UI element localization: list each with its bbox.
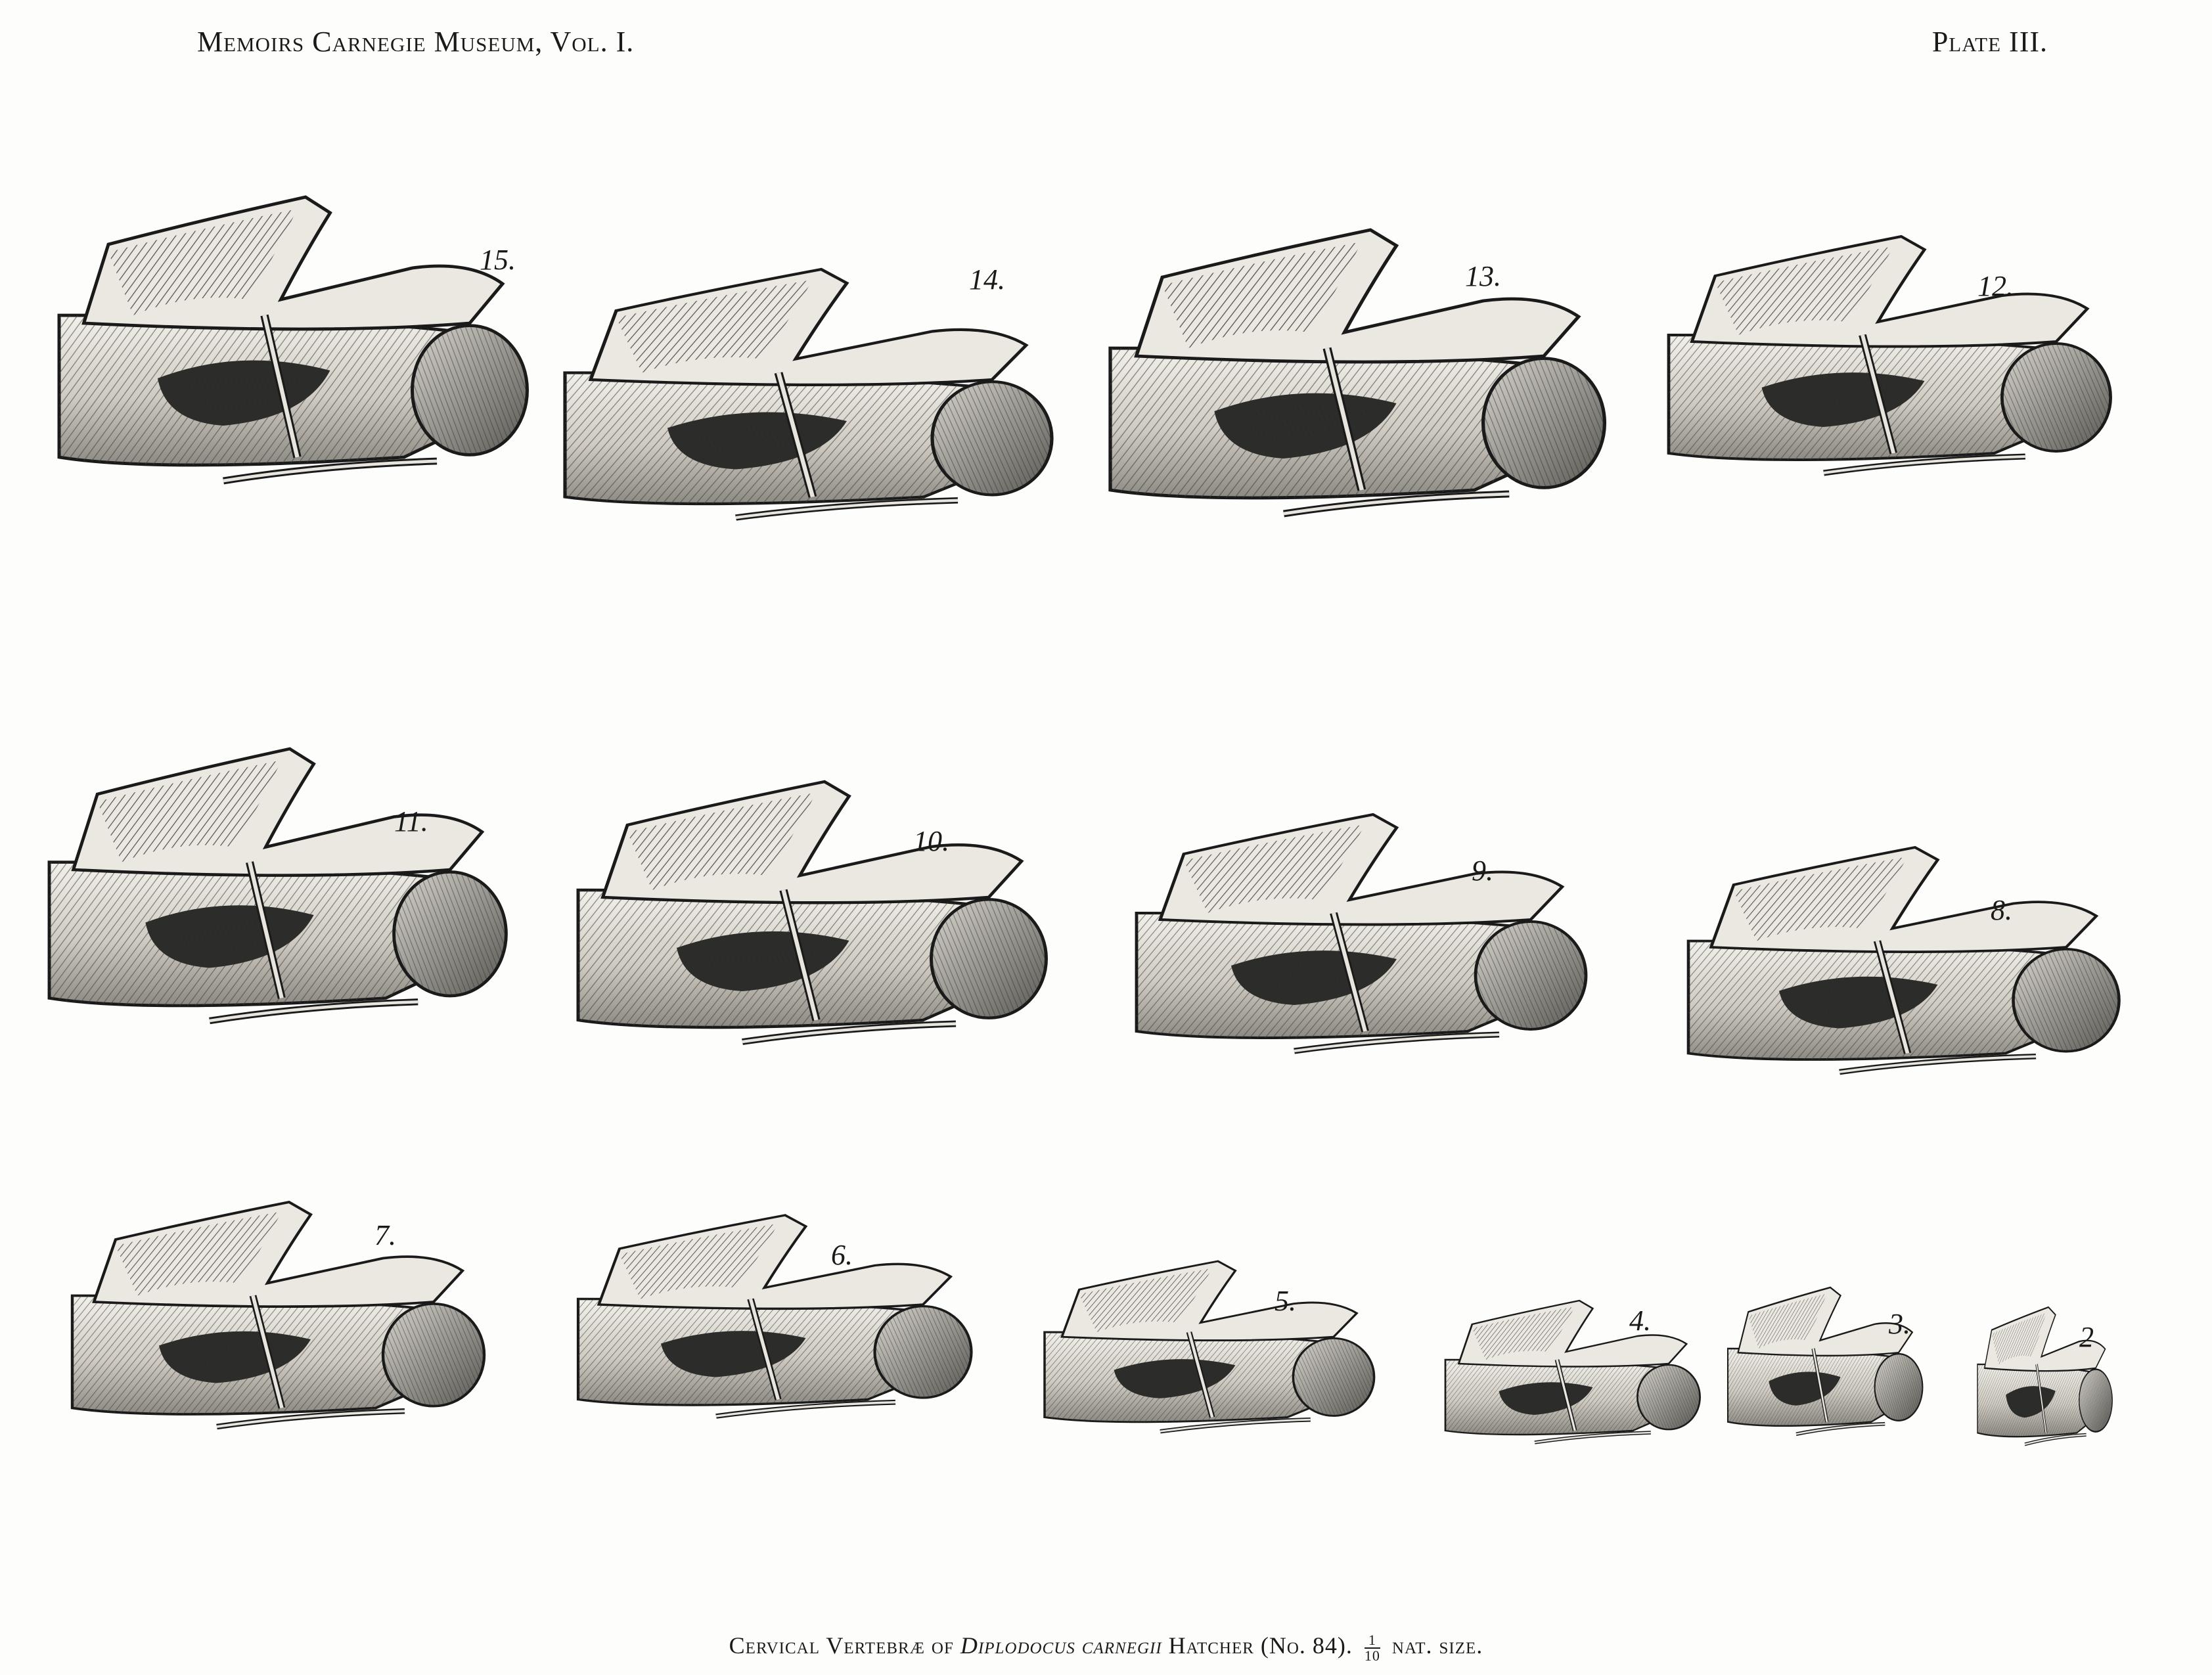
- vertebra-14: [565, 269, 1052, 518]
- figure-number: 5.: [1275, 1285, 1296, 1317]
- figure-number: 8.: [1991, 894, 2012, 926]
- figure-number: 10.: [913, 825, 949, 857]
- vertebra-6: [578, 1215, 972, 1416]
- caption-part2: Hatcher (No. 84).: [1168, 1632, 1353, 1659]
- vertebra-7: [72, 1202, 484, 1427]
- running-header: Memoirs Carnegie Museum, Vol. I.: [197, 26, 635, 58]
- vertebra-8: [1688, 847, 2119, 1072]
- plate-caption: [0, 1632, 2212, 1663]
- fraction-numerator: 1: [1365, 1633, 1380, 1649]
- figure-number: 3.: [1889, 1308, 1910, 1340]
- figure-number: 2: [2079, 1321, 2094, 1353]
- vertebra-15: [59, 197, 528, 481]
- caption-genus-species: Diplodocus carnegii: [960, 1632, 1162, 1659]
- plate-label: Plate III.: [1931, 26, 2048, 58]
- vertebra-13: [1110, 230, 1604, 514]
- scale-fraction: [1365, 1633, 1380, 1663]
- figure-number: 14.: [969, 263, 1005, 296]
- caption-part3: nat. size.: [1391, 1632, 1483, 1659]
- vertebra-11: [49, 749, 506, 1021]
- caption-part1: Cervical Vertebræ of: [729, 1632, 954, 1659]
- figure-number: 11.: [394, 805, 428, 838]
- figure-number: 7.: [374, 1219, 396, 1251]
- figure-number: 6.: [831, 1239, 853, 1271]
- figure-number: 15.: [480, 244, 516, 276]
- figure-number: 9.: [1472, 855, 1493, 887]
- vertebra-10: [578, 782, 1047, 1042]
- vertebra-9: [1137, 815, 1586, 1051]
- vertebra-5: [1045, 1261, 1374, 1431]
- fraction-denominator: 10: [1364, 1647, 1380, 1664]
- figure-number: 12.: [1977, 270, 2014, 302]
- figure-number: 4.: [1629, 1305, 1651, 1337]
- figure-number: 13.: [1465, 260, 1501, 292]
- vertebra-4: [1445, 1301, 1700, 1442]
- vertebra-12: [1669, 236, 2111, 473]
